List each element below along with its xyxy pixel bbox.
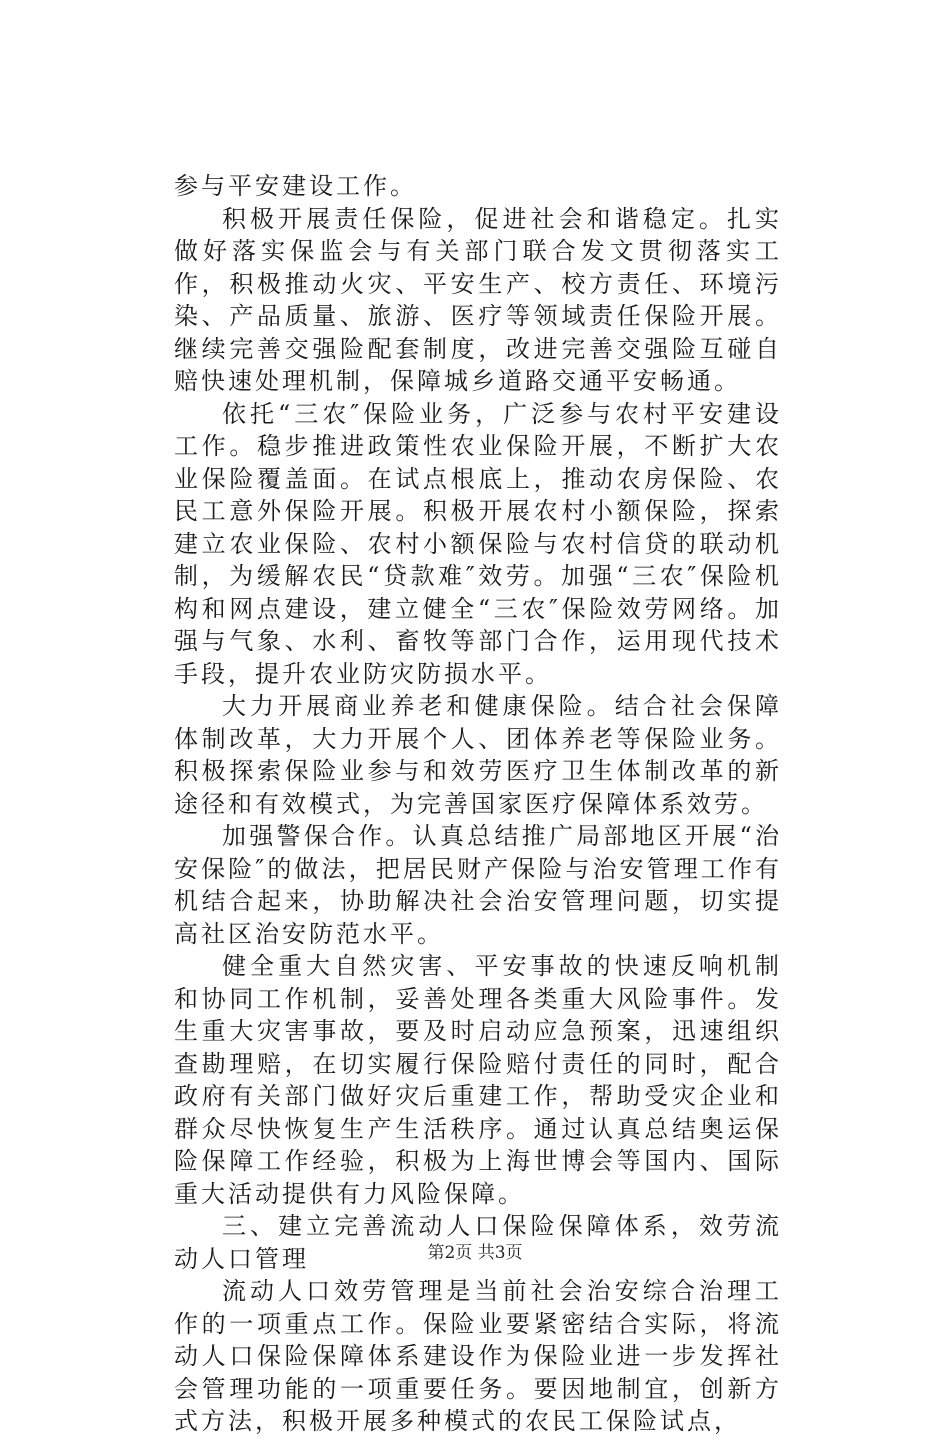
paragraph-3: 依托“三农″保险业务，广泛参与农村平安建设工作。稳步推进政策性农业保险开展，不断扩大农业保险覆盖面。在试点根底上，推动农房保险、农民工意外保险开展。积极开展农村小额保险，探索建立农业保险、农村小额保险与农村信贷的联动机制，为缓解农民“贷款难″效劳。加强“三农″保险机构和网点建设，建立健全“三农″保险效劳网络。加强与气象、水利、畜牧等部门合作，运用现代技术手段，提升农业防灾防损水平。 (174, 399, 782, 688)
page-footer: 第2页 共3页 (427, 1243, 523, 1263)
paragraph-1: 参与平安建设工作。 (174, 172, 417, 200)
paragraph-7: 流动人口效劳管理是当前社会治安综合治理工作的一项重点工作。保险业要紧密结合实际，将流动人口保险保障体系建设作为保险业进一步发挥社会管理功能的一项重要任务。要因地制宜，创新方式方法，积极开展多种模式的农民工保险试点， (174, 1277, 782, 1435)
paragraph-6: 健全重大自然灾害、平安事故的快速反响机制和协同工作机制，妥善处理各类重大风险事件。发生重大灾害事故，要及时启动应急预案，迅速组织查勘理赔，在切实履行保险赔付责任的同时，配合政府有关部门做好灾后重建工作，帮助受灾企业和群众尽快恢复生产生活秩序。通过认真总结奥运保险保障工作经验，积极为上海世博会等国内、国际重大活动提供有力风险保障。 (174, 952, 782, 1208)
paragraph-4: 大力开展商业养老和健康保险。结合社会保障体制改革，大力开展个人、团体养老等保险业务。积极探索保险业参与和效劳医疗卫生体制改革的新途径和有效模式，为完善国家医疗保障体系效劳。 (174, 692, 782, 818)
section-heading: 三、建立完善流动人口保险保障体系，效劳流动人口管理 (174, 1212, 782, 1273)
paragraph-2: 积极开展责任保险，促进社会和谐稳定。扎实做好落实保监会与有关部门联合发文贯彻落实工作，积极推动火灾、平安生产、校方责任、环境污染、产品质量、旅游、医疗等领域责任保险开展。继续完善交强险配套制度，改进完善交强险互碰自赔快速处理机制，保障城乡道路交通平安畅通。 (174, 204, 782, 395)
paragraph-5: 加强警保合作。认真总结推广局部地区开展“治安保险″的做法，把居民财产保险与治安管理工作有机结合起来，协助解决社会治安管理问题，切实提高社区治安防范水平。 (174, 822, 782, 948)
